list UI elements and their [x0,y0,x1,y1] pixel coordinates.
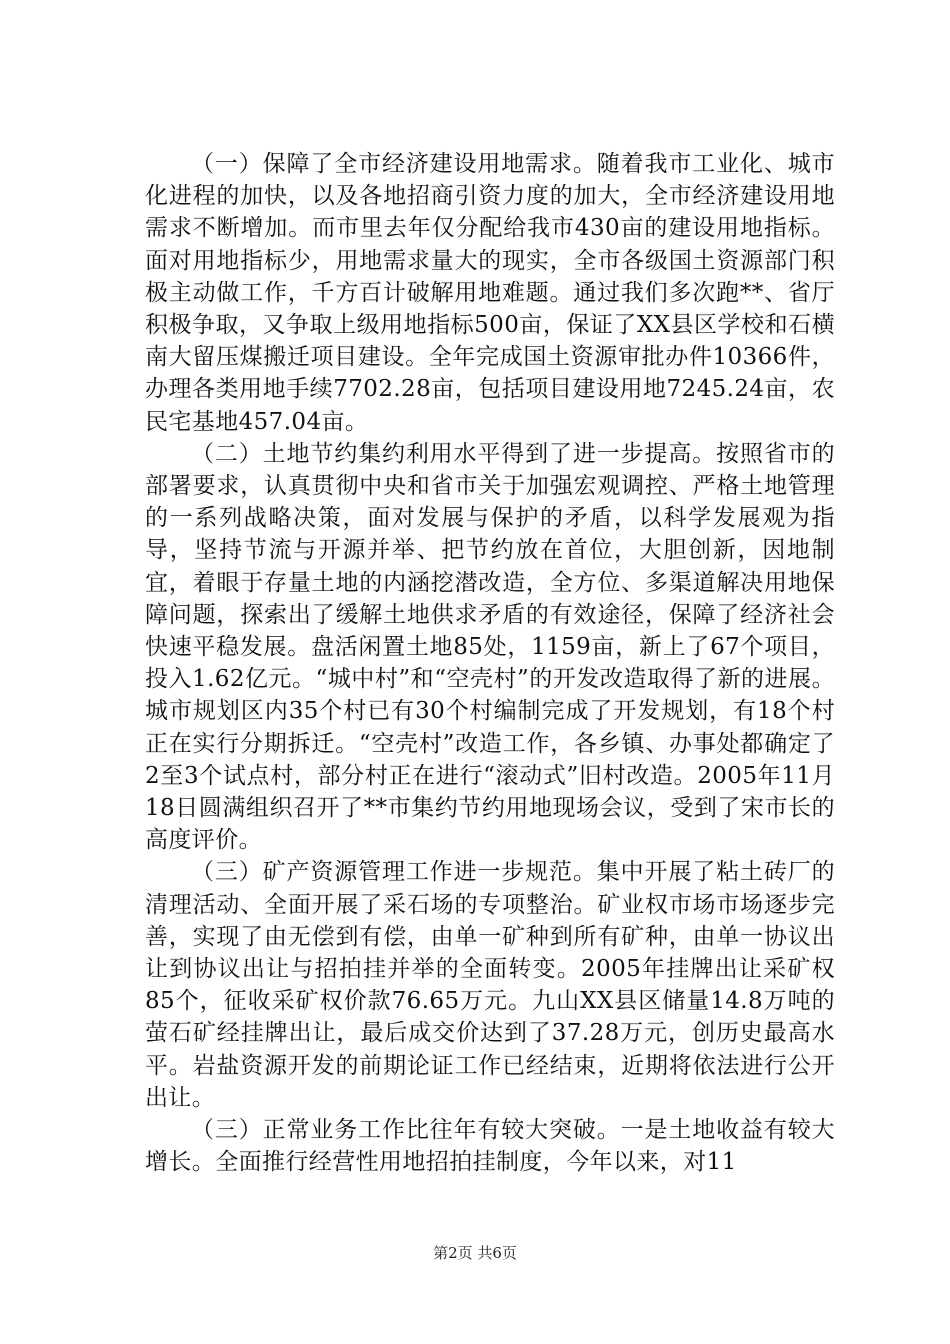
document-body [145,148,835,1179]
paragraph-1: （一）保障了全市经济建设用地需求。随着我市工业化、城市化进程的加快，以及各地招商引资力度的加大，全市经济建设用地需求不断增加。而市里去年仅分配给我市430亩的建设用地指标。面对用地指标少，用地需求量大的现实，全市各级国土资源部门积极主动做工作，千方百计破解用地难题。通过我们多次跑**、省厅积极争取，又争取上级用地指标500亩，保证了XX县区学校和石横南大留压煤搬迁项目建设。全年完成国土资源审批办件10366件，办理各类用地手续7702.28亩，包括项目建设用地7245.24亩，农民宅基地457.04亩。 [145,151,835,435]
paragraph-4: （三）正常业务工作比往年有较大突破。一是土地收益有较大增长。全面推行经营性用地招拍挂制度，今年以来，对11 [145,1117,835,1176]
paragraph-2: （二）土地节约集约利用水平得到了进一步提高。按照省市的部署要求，认真贯彻中央和省市关于加强宏观调控、严格土地管理的一系列战略决策，面对发展与保护的矛盾，以科学发展观为指导，坚持节流与开源并举、把节约放在首位，大胆创新，因地制宜，着眼于存量土地的内涵挖潜改造，全方位、多渠道解决用地保障问题，探索出了缓解土地供求矛盾的有效途径，保障了经济社会快速平稳发展。盘活闲置土地85处，1159亩，新上了67个项目，投入1.62亿元。“城中村”和“空壳村”的开发改造取得了新的进展。城市规划区内35个村已有30个村编制完成了开发规划，有18个村正在实行分期拆迁。“空壳村”改造工作，各乡镇、办事处都确定了2至3个试点村，部分村正在进行“滚动式”旧村改造。2005年11月18日圆满组织召开了**市集约节约用地现场会议，受到了宋市长的高度评价。 [145,440,835,854]
page-number-footer: 第2页 共6页 [433,1244,517,1262]
paragraph-3: （三）矿产资源管理工作进一步规范。集中开展了粘土砖厂的清理活动、全面开展了采石场的专项整治。矿业权市场市场逐步完善，实现了由无偿到有偿，由单一矿种到所有矿种，由单一协议出让到协议出让与招拍挂并举的全面转变。2005年挂牌出让采矿权85个，征收采矿权价款76.65万元。九山XX县区储量14.8万吨的萤石矿经挂牌出让，最后成交价达到了37.28万元，创历史最高水平。岩盐资源开发的前期论证工作已经结束，近期将依法进行公开出让。 [145,859,835,1111]
